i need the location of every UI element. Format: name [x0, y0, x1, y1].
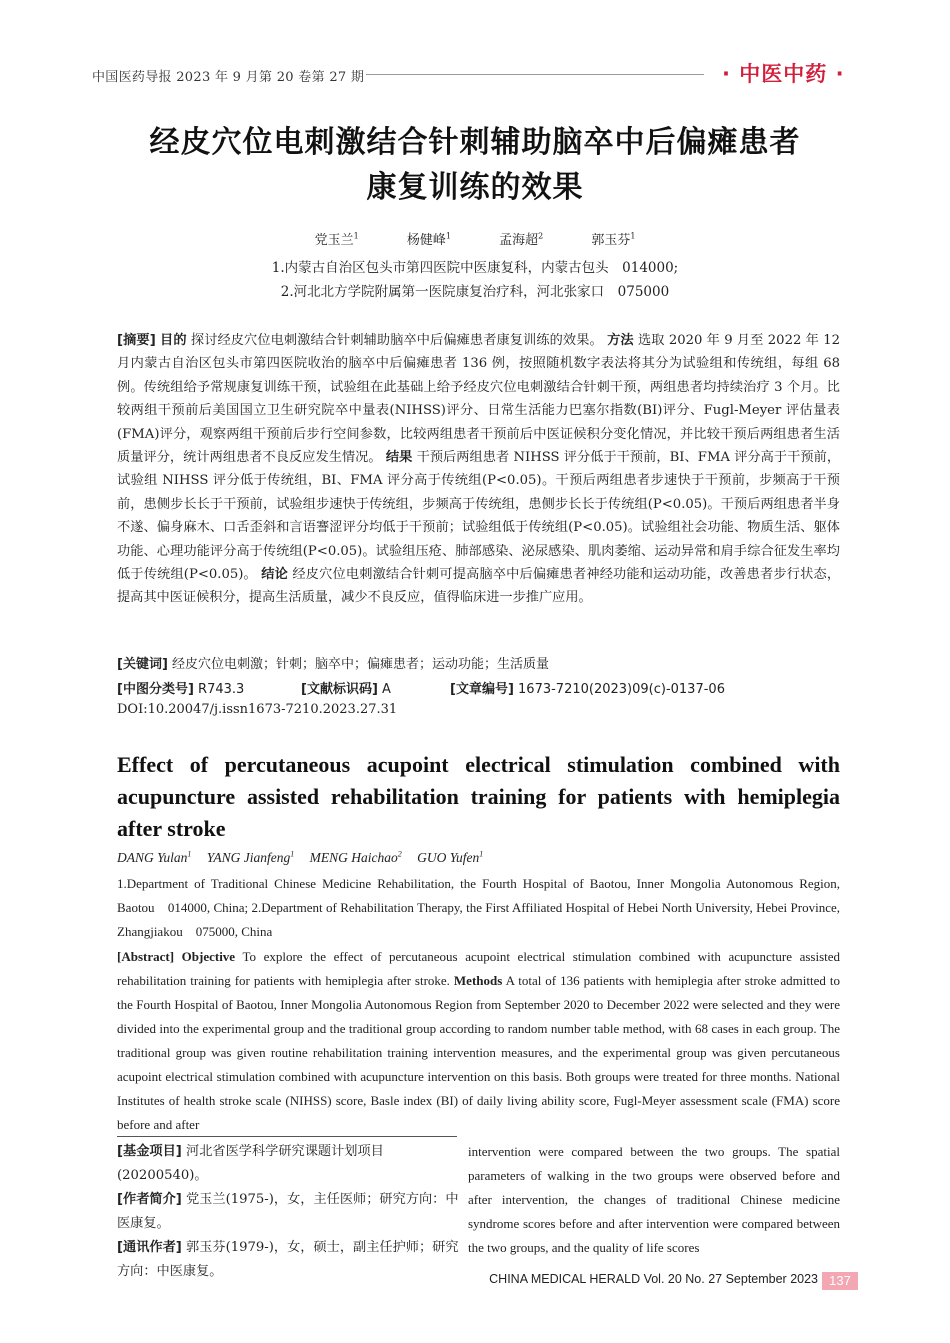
author: GUO Yufen$^1$: [417, 849, 484, 865]
header-rule: [366, 74, 704, 75]
abstract-cn: [摘要] 目的 探讨经皮穴位电刺激结合针刺辅助脑卒中后偏瘫患者康复训练的效果。 方法 选取 2020 年 9 月至 2022 年 12 月内蒙古自治区包头市第四医院收治的脑卒中后偏瘫患者 136 例，按照随机数字表法将其分为试验组和传统组，每组 68 例。传统组给予常规康复训练干预，试验组在此基础上给予经皮穴位电刺激结合针刺干预，两组患者均持续治疗 3 个月。比较两组干预前后美国国立卫生研究院卒中量表(NIHSS)评分、日常生活能力巴塞尔指数(BI)评分、Fugl-Meyer 评估量表(FMA)评分，观察两组干预前后步行空间参数，比较两组患者干预前后中医证候积分变化情况，并比较干预后两组患者生活质量评分，统计两组患者不良反应发生情况。 结果 干预后两组患者 NIHSS 评分低于干预前，BI、FMA 评分高于干预前，试验组 NIHSS 评分低于传统组，BI、FMA 评分高于传统组(P<0.05)。干预后两组患者步速快于干预前，步频高于干预前，患侧步长长于干预前，试验组步速快于传统组，步频高于传统组，患侧步长长于传统组(P<0.05)。干预后两组患者半身不遂、偏身麻木、口舌歪斜和言语謇涩评分均低于干预前；试验组低于传统组(P<0.05)。试验组社会功能、物质生活、躯体功能、心理功能评分高于传统组(P<0.05)。试验组压疮、肺部感染、泌尿感染、肌肉萎缩、运动异常和肩手综合征发生率均低于传统组(P<0.05)。 结论 经皮穴位电刺激结合针刺可提高脑卒中后偏瘫患者神经功能和运动功能，改善患者步行状态，提高其中医证候积分，提高生活质量，减少不良反应，值得临床进一步推广应用。: [117, 333, 841, 606]
english-affiliations: 1.Department of Traditional Chinese Medicine Rehabilitation, the Fourth Hospital of Baotou, Inner Mongolia Autonomous Region, Baotou 014000, China; 2.Department of Rehabilitation Therapy, the First Affiliated Hospital of Hebei North University, Hebei Province, Zhangjiakou 075000, China: [117, 876, 840, 939]
document-code: [文献标识码] A: [301, 682, 391, 697]
footnote-author: [作者简介] 党玉兰(1975-)，女，主任医师；研究方向：中医康复。: [117, 1192, 459, 1231]
footer-journal: CHINA MEDICAL HERALD Vol. 20 No. 27 September 2023: [489, 1272, 818, 1286]
journal-issue: 中国医药导报 2023 年 9 月第 20 卷第 27 期: [92, 70, 365, 85]
footnotes: [117, 1140, 462, 1284]
title-line-1: 经皮穴位电刺激结合针刺辅助脑卒中后偏瘫患者: [149, 125, 801, 160]
article-number: [文章编号] 1673-7210(2023)09(c)-0137-06: [450, 682, 725, 697]
clc-number: [中图分类号] R743.3: [117, 682, 245, 697]
author: MENG Haichao$^2$: [309, 849, 402, 865]
author: 党玉兰$^1$: [314, 231, 359, 248]
page-number: 137: [822, 1272, 858, 1290]
author: 孟海超$^2$: [499, 231, 544, 248]
footnote-rule: [117, 1136, 457, 1137]
doi: DOI:10.20047/j.issn1673-7210.2023.27.31: [117, 702, 398, 717]
affiliation-2: 2.河北北方学院附属第一医院康复治疗科，河北张家口 075000: [280, 284, 670, 300]
author: 郭玉芬$^1$: [591, 231, 636, 248]
abstract-en-continued: intervention were compared between the two groups. The spatial parameters of walking in the two groups were observed before and after intervention, the changes of traditional Chinese medicine syndrome scores before and after intervention were compared between the two groups, and the quality of life scores: [468, 1144, 840, 1255]
footnote-fund: [基金项目] 河北省医学科学研究课题计划项目(20200540)。: [117, 1144, 384, 1183]
section-label: · 中医中药 ·: [722, 62, 845, 86]
footnote-corresponding: [通讯作者] 郭玉芬(1979-)，女，硕士，副主任护师；研究方向：中医康复。: [117, 1240, 459, 1279]
author: YANG Jianfeng$^1$: [206, 849, 295, 865]
affiliation-1: 1.内蒙古自治区包头市第四医院中医康复科，内蒙古包头 014000;: [271, 260, 679, 276]
keywords: [关键词] 经皮穴位电刺激；针刺；脑卒中；偏瘫患者；运动功能；生活质量: [117, 657, 550, 672]
english-title: Effect of percutaneous acupoint electrical stimulation combined with acupuncture assisted rehabilitation training for patients with hemiplegia after stroke: [117, 752, 840, 841]
author: DANG Yulan$^1$: [117, 849, 192, 865]
author: 杨健峰$^1$: [406, 231, 451, 248]
abstract-en: [Abstract] Objective To explore the effect of percutaneous acupoint electrical stimulation combined with acupuncture assisted rehabilitation training for patients with hemiplegia after stroke. Methods A total of 136 patients with hemiplegia after stroke admitted to the Fourth Hospital of Baotou, Inner Mongolia Autonomous Region from September 2020 to December 2022 were selected and they were divided into the experimental group and the traditional group according to random number table method, with 68 cases in each group. The traditional group was given routine rehabilitation training intervention measures, and the experimental group was given percutaneous acupoint electrical stimulation combined with acupuncture intervention on this basis. Both groups were treated for three months. National Institutes of health stroke scale (NIHSS) score, Basle index (BI) of daily living ability score, Fugl-Meyer assessment scale (FMA) score before and after: [117, 949, 841, 1132]
english-author-list: [117, 849, 495, 866]
page-footer: [0, 1272, 950, 1292]
title-line-2: 康复训练的效果: [366, 170, 584, 205]
author-list: [0, 229, 950, 248]
